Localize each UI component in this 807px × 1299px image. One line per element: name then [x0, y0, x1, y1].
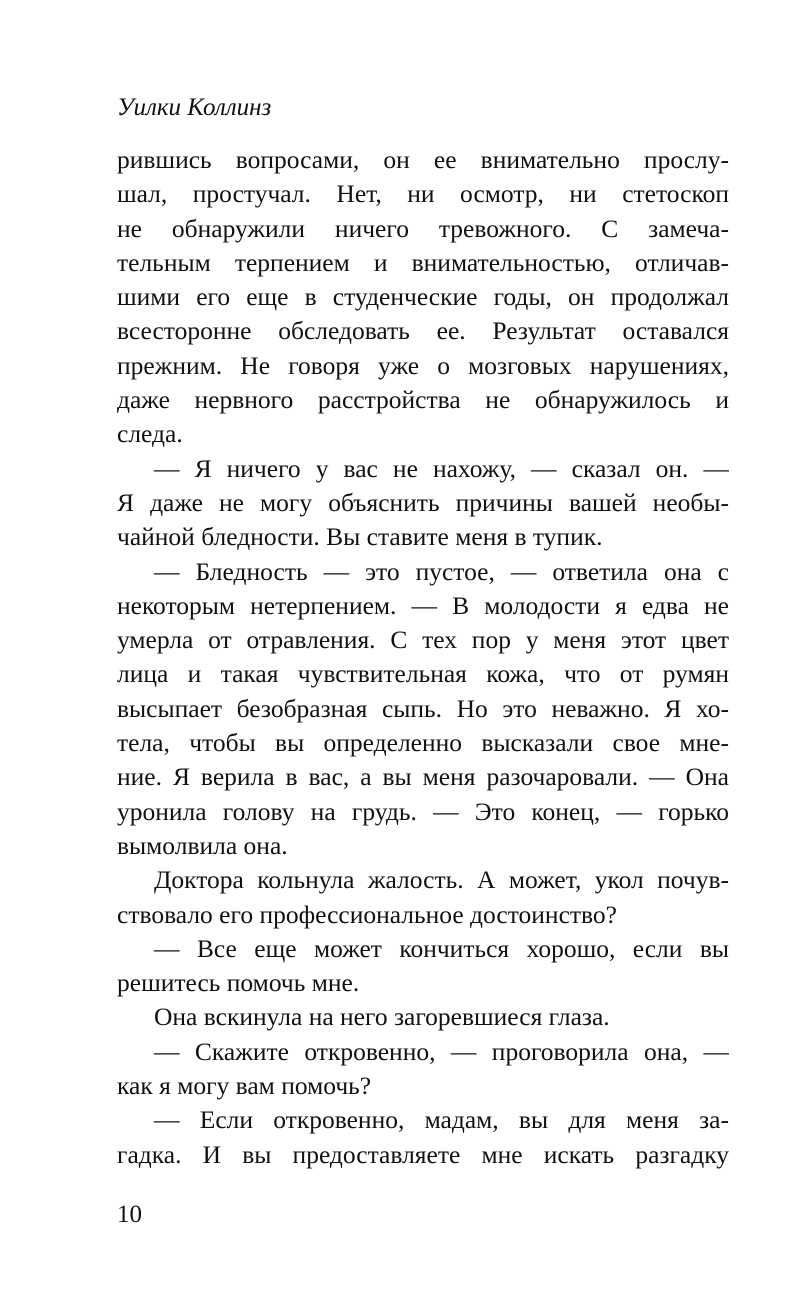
- text-line: ние. Я верила в вас, а вы меня разочаровали. — Она: [117, 762, 729, 792]
- text-line: Я даже не могу объяснить причины вашей необы-: [117, 487, 729, 517]
- running-head-author: Уилки Коллинз: [117, 94, 272, 121]
- text-line: даже нервного расстройства не обнаружилось и: [117, 385, 729, 415]
- text-line: рившись вопросами, он ее внимательно прослу-: [117, 145, 729, 174]
- text-line: гадка. И вы предоставляете мне искать разгадку: [117, 1139, 729, 1169]
- body-text: [117, 143, 729, 1172]
- text-line: тельным терпением и внимательностью, отличав-: [117, 247, 729, 277]
- text-line: шими его еще в студенческие годы, он продолжал: [117, 282, 729, 312]
- text-line: тела, чтобы вы определенно высказали свое мне-: [117, 728, 729, 758]
- text-line: шал, простучал. Нет, ни осмотр, ни стетоскоп: [117, 179, 729, 209]
- text-line: всесторонне обследовать ее. Результат оставался: [117, 316, 729, 346]
- text-line: следа.: [117, 419, 183, 449]
- text-line: прежним. Не говоря уже о мозговых нарушениях,: [117, 350, 729, 380]
- text-line: — Я ничего у вас не нахожу, — сказал он. —: [154, 453, 729, 483]
- text-line: Она вскинула на него загоревшиеся глаза.: [154, 1002, 610, 1032]
- text-line: чайной бледности. Вы ставите меня в тупик.: [117, 522, 603, 552]
- text-line: высыпает безобразная сыпь. Но это неважно. Я хо-: [117, 693, 729, 723]
- page-number: 10: [117, 1201, 142, 1228]
- text-line: — Бледность — это пустое, — ответила она с: [154, 556, 729, 586]
- text-line: не обнаружили ничего тревожного. С замеча-: [117, 213, 729, 243]
- text-line: — Все еще может кончиться хорошо, если вы: [154, 933, 729, 963]
- text-line: Доктора кольнула жалость. А может, укол почув-: [154, 865, 729, 895]
- text-line: умерла от отравления. С тех пор у меня этот цвет: [117, 625, 729, 655]
- text-line: лица и такая чувствительная кожа, что от румян: [117, 659, 729, 689]
- text-line: уронила голову на грудь. — Это конец, — горько: [117, 796, 729, 826]
- text-line: как я могу вам помочь?: [117, 1071, 372, 1101]
- text-line: решитесь помочь мне.: [117, 968, 360, 998]
- text-line: — Скажите откровенно, — проговорила она, —: [154, 1036, 729, 1066]
- text-line: ствовало его профессиональное достоинство?: [117, 899, 617, 929]
- text-line: вымолвила она.: [117, 830, 288, 860]
- text-line: — Если откровенно, мадам, вы для меня за-: [154, 1105, 729, 1135]
- text-line: некоторым нетерпением. — В молодости я едва не: [117, 590, 729, 620]
